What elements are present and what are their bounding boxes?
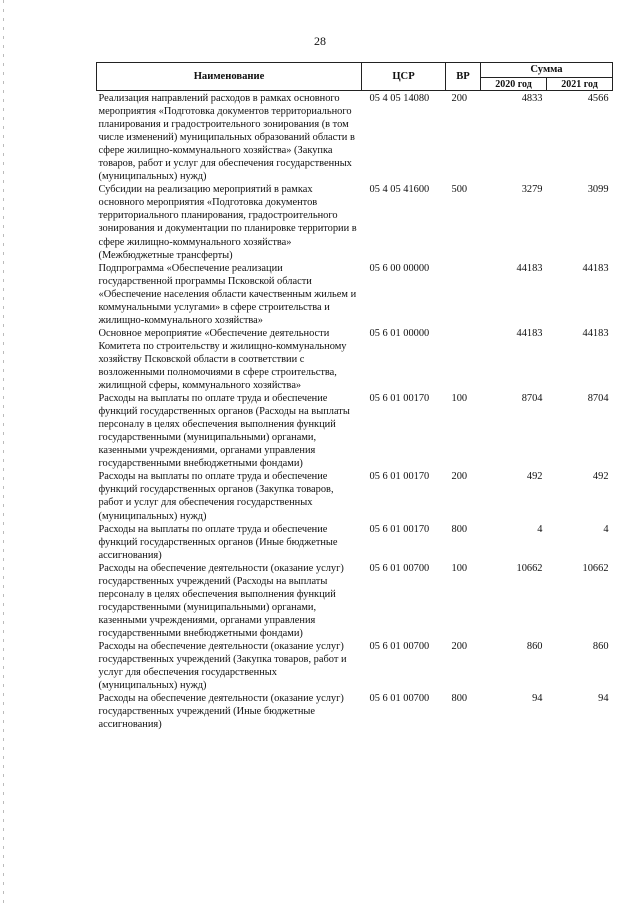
- row-vr: [446, 327, 481, 392]
- table-header: [97, 63, 613, 91]
- row-name: Расходы на обеспечение деятельности (оказание услуг) государственных учреждений (Иные бюджетные ассигнования): [98, 693, 344, 731]
- row-csr: 05 6 00 00000: [369, 262, 430, 274]
- row-sum-2020: 94: [532, 693, 543, 705]
- table-row: [97, 262, 613, 327]
- header-vr: ВР: [446, 63, 481, 91]
- table-row: [97, 470, 613, 522]
- row-csr: 05 6 01 00170: [369, 523, 430, 535]
- row-sum-2021: 4566: [587, 93, 609, 104]
- row-vr: 500: [451, 184, 468, 196]
- row-name: Основное мероприятие «Обеспечение деятельности Комитета по строительству и жилищно-коммунальному хозяйству Псковской области в соответствии с возложенными полномочиями в сфере строительства, жилищной сферы, коммунального хозяйства»: [98, 327, 347, 392]
- page-number: 28: [314, 34, 326, 48]
- table-row: [97, 523, 613, 562]
- header-name: Наименование: [97, 63, 362, 91]
- row-name: Расходы на обеспечение деятельности (оказание услуг) государственных учреждений (Расходы на выплаты персоналу в целях обеспечения выполнения функций государственными (муниципальными) органами, казенными учреждениями, органами управления государственными внебюджетными фондами): [98, 562, 344, 639]
- row-csr: 05 6 01 00700: [369, 640, 430, 652]
- header-csr: ЦСР: [362, 63, 446, 91]
- row-sum-2021: 8704: [587, 393, 609, 405]
- row-name: Расходы на обеспечение деятельности (оказание услуг) государственных учреждений (Закупка товаров, работ и услуг для обеспечения государственных (муниципальных) нужд): [98, 640, 347, 692]
- row-csr: 05 6 01 00170: [369, 393, 430, 405]
- row-name: Субсидии на реализацию мероприятий в рамках основного мероприятия «Подготовка документов территориального планирования, градостроительного зонирования и документации по планировке территории в сфере жилищно-коммунального хозяйства» (Межбюджетные трансферты): [98, 184, 357, 261]
- budget-table: [96, 62, 613, 731]
- header-year-2021: 2021 год: [547, 78, 613, 91]
- row-sum-2020: 8704: [521, 393, 543, 405]
- row-vr: 200: [451, 640, 468, 652]
- row-csr: 05 4 05 41600: [369, 184, 430, 196]
- row-sum-2020: 3279: [521, 184, 543, 196]
- row-sum-2021: 3099: [587, 184, 609, 196]
- row-vr: 200: [451, 471, 468, 483]
- row-vr: 100: [451, 393, 468, 405]
- row-sum-2021: 94: [598, 693, 609, 705]
- table-row: [97, 91, 613, 184]
- table-row: [97, 640, 613, 692]
- header-year-2020: 2020 год: [481, 78, 547, 91]
- row-csr: 05 4 05 14080: [369, 93, 430, 104]
- row-vr: [446, 262, 481, 327]
- row-sum-2020: 492: [526, 471, 543, 483]
- row-sum-2021: 10662: [582, 562, 609, 574]
- table-row: [97, 327, 613, 392]
- row-vr: 200: [451, 93, 468, 104]
- row-csr: 05 6 01 00700: [369, 693, 430, 705]
- row-name: Реализация направлений расходов в рамках основного мероприятия «Подготовка документов территориального планирования и градостроительного зонирования (в том числе изменений) муниципальных образований области в сфере жилищно-коммунального хозяйства» (Закупка товаров, работ и услуг для обеспечения государственных (муниципальных) нужд): [98, 93, 355, 183]
- row-sum-2021: 860: [592, 640, 609, 652]
- table-row: [97, 183, 613, 261]
- row-sum-2020: 10662: [516, 562, 543, 574]
- row-csr: 05 6 01 00170: [369, 471, 430, 483]
- row-sum-2020: 4: [537, 523, 543, 535]
- row-sum-2020: 4833: [521, 93, 543, 104]
- row-sum-2021: 44183: [582, 262, 609, 274]
- table-row: [97, 692, 613, 731]
- row-vr: 800: [451, 523, 468, 535]
- row-sum-2021: 4: [603, 523, 609, 535]
- scan-edge-mark: [3, 0, 4, 905]
- table-row: [97, 562, 613, 640]
- row-csr: 05 6 01 00000: [369, 327, 430, 339]
- row-sum-2021: 44183: [582, 327, 609, 339]
- row-name: Подпрограмма «Обеспечение реализации государственной программы Псковской области «Обеспечение населения области качественным жильем и коммунальными услугами» в сфере строительства и жилищно-коммунального хозяйства»: [98, 262, 357, 326]
- row-sum-2021: 492: [592, 471, 609, 483]
- row-csr: 05 6 01 00700: [369, 562, 430, 574]
- row-sum-2020: 44183: [516, 262, 543, 274]
- row-name: Расходы на выплаты по оплате труда и обеспечение функций государственных органов (Иные бюджетные ассигнования): [98, 523, 338, 561]
- row-name: Расходы на выплаты по оплате труда и обеспечение функций государственных органов (Расходы на выплаты персоналу в целях обеспечения выполнения функций государственными (муниципальными) органами, казенными учреждениями, органами управления государственными внебюджетными фондами): [98, 393, 350, 470]
- row-sum-2020: 860: [526, 640, 543, 652]
- row-vr: 100: [451, 562, 468, 574]
- row-sum-2020: 44183: [516, 327, 543, 339]
- table-row: [97, 392, 613, 470]
- header-sum: Сумма: [481, 63, 613, 78]
- row-name: Расходы на выплаты по оплате труда и обеспечение функций государственных органов (Закупка товаров, работ и услуг для обеспечения государственных (муниципальных) нужд): [98, 471, 334, 522]
- row-vr: 800: [451, 693, 468, 705]
